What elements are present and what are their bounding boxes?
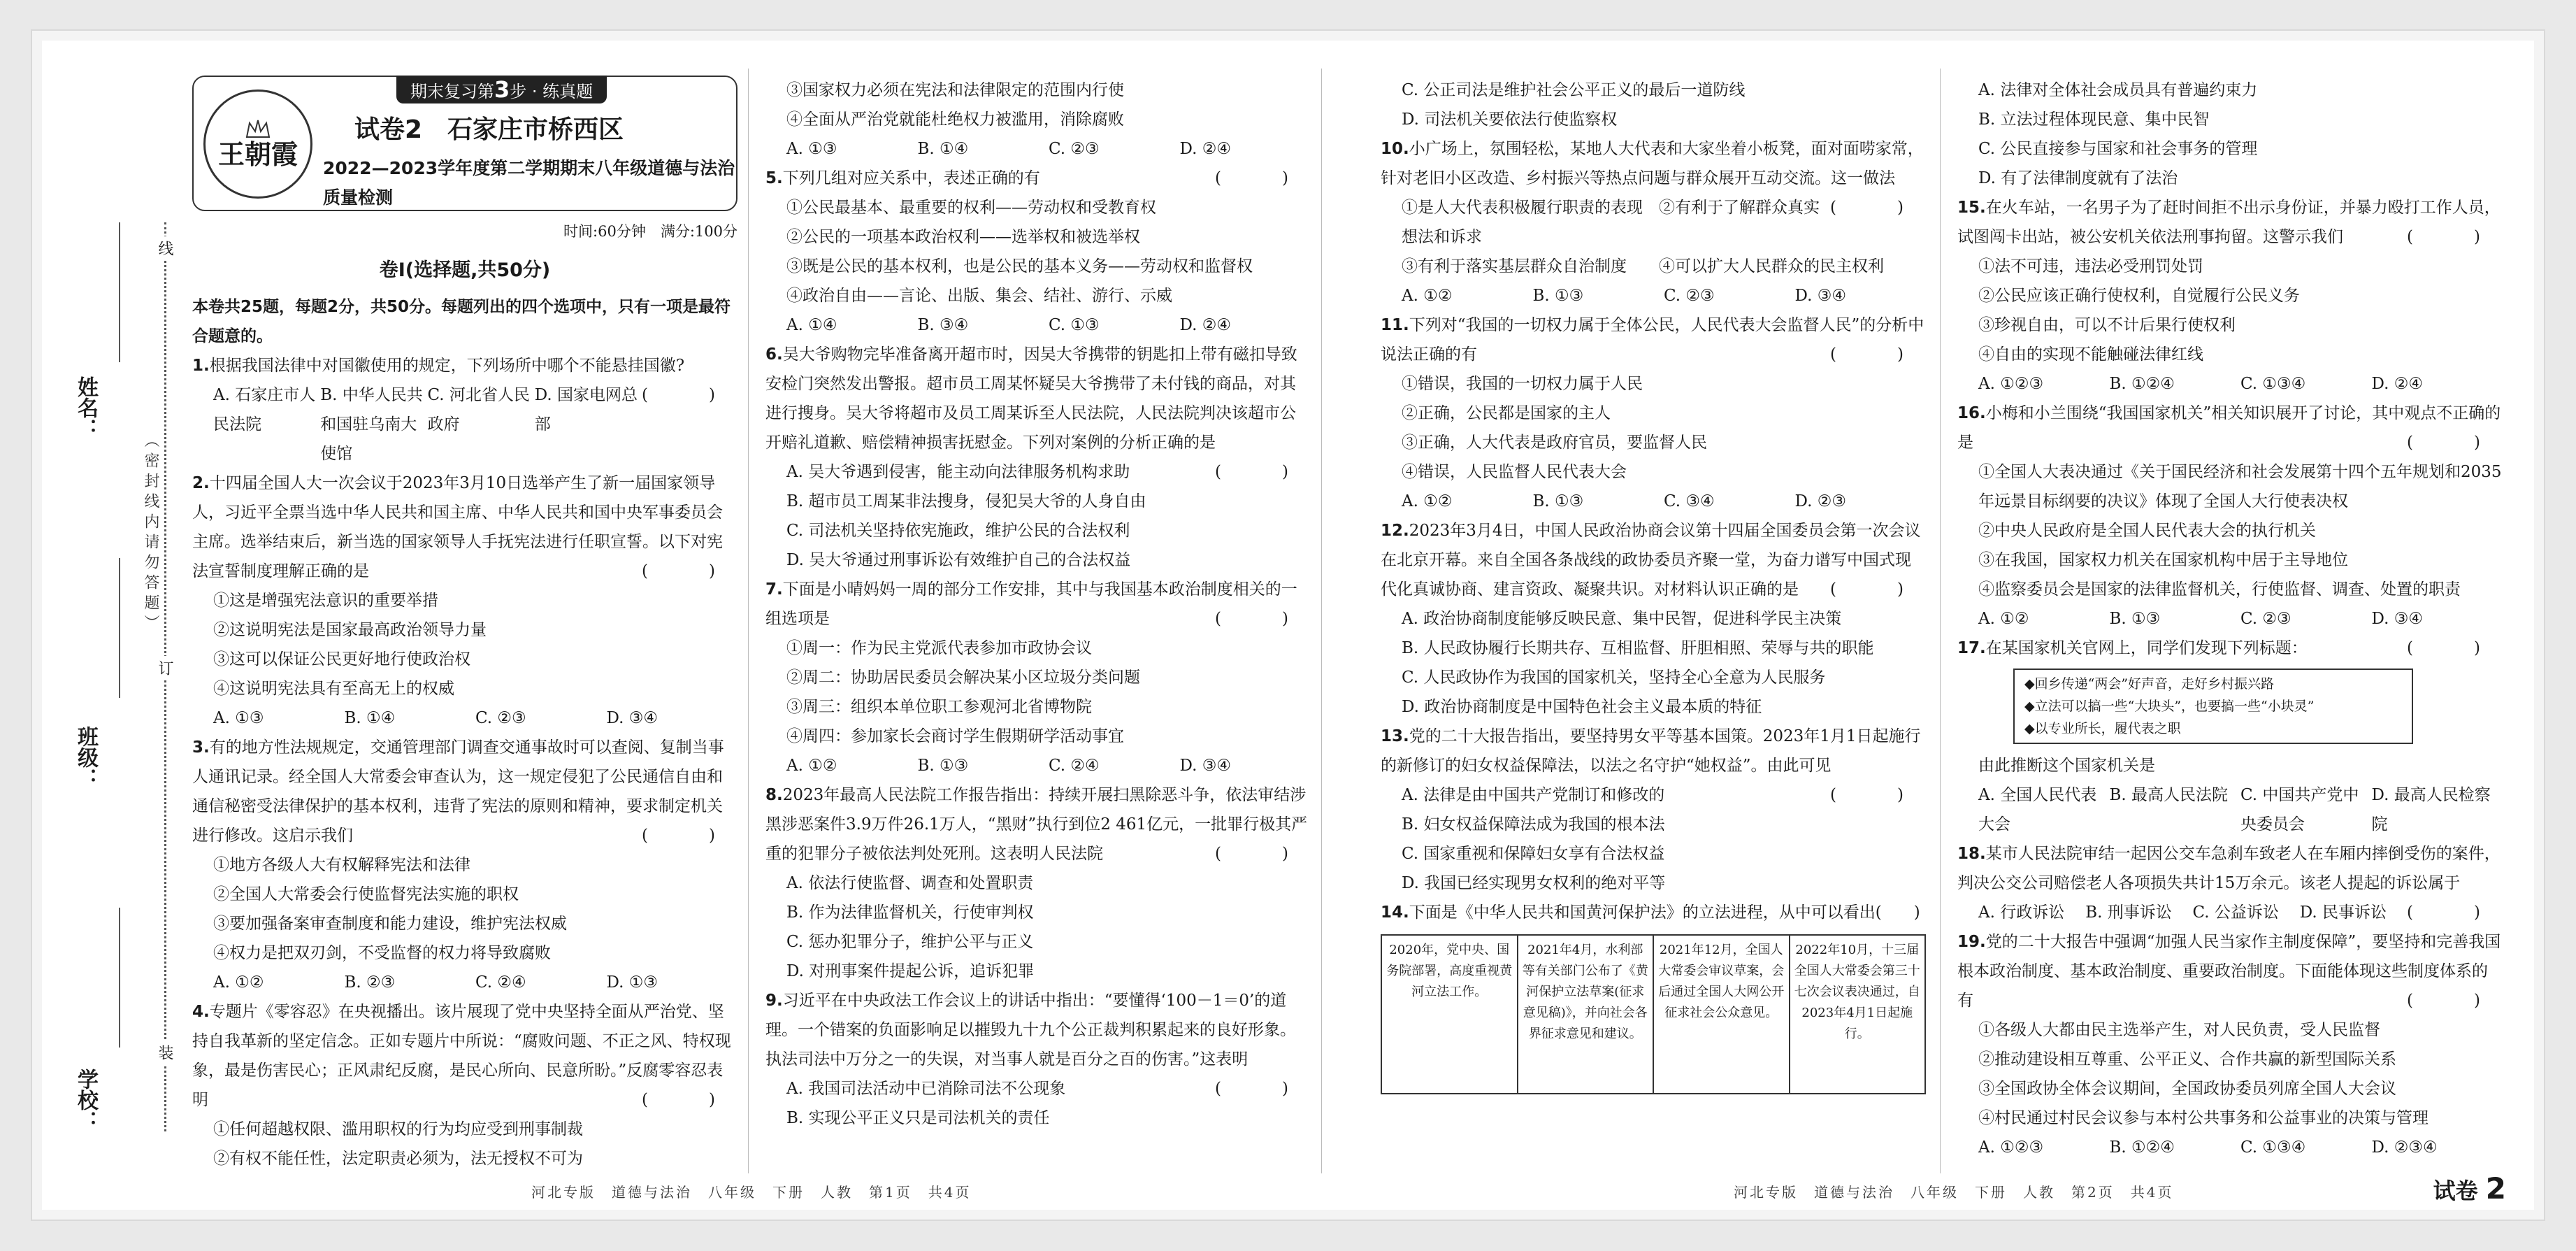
question — [765, 164, 1311, 340]
answer-blank[interactable]: ( ) — [1830, 345, 1926, 364]
answer-choice[interactable]: B. ③④ — [917, 316, 969, 334]
question — [1381, 898, 1926, 1094]
question — [765, 780, 1311, 986]
answer-choice[interactable]: B. ①②④ — [2109, 1138, 2175, 1157]
option-item: D. 政治协商制度是中国特色社会主义最本质的特征 — [1402, 698, 1762, 716]
option-item: ①错误，我国的一切权力属于人民 — [1402, 375, 1643, 393]
question-text: 在某国家机关官网上，同学们发现下列标题： — [1985, 639, 2308, 657]
answer-choice[interactable]: A. 全国人民代表大会 — [1978, 786, 2097, 834]
answer-choice[interactable]: C. 公益诉讼 — [2192, 903, 2279, 922]
question — [1381, 722, 1926, 898]
answer-choice[interactable]: C. ③④ — [1664, 492, 1715, 510]
sheet-number: 试卷 2 — [2433, 1171, 2506, 1206]
question — [765, 76, 1311, 164]
option-item: ③国家权力必须在宪法和法律限定的范围内行使 — [786, 81, 1124, 99]
answer-choices — [192, 380, 642, 469]
answer-choice[interactable]: C. ①③④ — [2240, 375, 2306, 393]
headline-box — [2013, 669, 2413, 744]
timeline-step: 2022年10月，十三届全国人大常委会第三十七次会议表决通过，自2023年4月1日起施行。 — [1794, 943, 1920, 1041]
answer-choice[interactable]: A. ①②③ — [1978, 1138, 2044, 1157]
option-item: D. 司法机关要依法行使监察权 — [1402, 110, 1618, 129]
option-item: ④错误，人民监督人民代表大会 — [1402, 463, 1627, 481]
question-stem — [1381, 516, 1926, 604]
timeline-step: 2020年，党中央、国务院部署，高度重视黄河立法工作。 — [1382, 936, 1518, 1093]
answer-choice[interactable]: D. ②④ — [1179, 140, 1231, 158]
option-item: ②有权不能任性，法定职责必须为，法无授权不可为 — [213, 1150, 583, 1168]
question-number: 6. — [765, 345, 783, 364]
option-item: ④自由的实现不能触碰法律红线 — [1978, 345, 2203, 364]
question — [192, 351, 737, 469]
option-item: ②公民应该正确行使权利，自觉履行公民义务 — [1978, 287, 2300, 305]
question-number: 2. — [192, 474, 210, 492]
question-number: 7. — [765, 580, 783, 599]
answer-choice[interactable]: D. ③④ — [606, 709, 658, 727]
option-item: C. 人民政协作为我国的国家机关，坚持全心全意为人民服务 — [1402, 669, 1826, 687]
question-text: 在火车站，一名男子为了赶时间拒不出示身份证，并暴力殴打工作人员，试图闯卡出站，被公安机关依法刑事拘留。这警示我们 — [1957, 199, 2501, 246]
section-title: 卷Ⅰ(选择题,共50分) — [379, 259, 551, 281]
option-item: D. 对刑事案件提起公诉，追诉犯罪 — [786, 962, 1035, 980]
question — [192, 997, 737, 1173]
seal-note: （ 密 封 线 内 请 勿 答 题 ） — [142, 432, 159, 630]
question-number: 8. — [765, 786, 783, 804]
answer-choice[interactable]: B. ①②④ — [2109, 375, 2175, 393]
answer-choice[interactable]: C. ①③④ — [2240, 1138, 2306, 1157]
option-item: B. 人民政协履行长期共存、互相监督、肝胆相照、荣辱与共的职能 — [1402, 639, 1874, 657]
answer-blank[interactable]: ( ) — [1830, 199, 1926, 217]
option-item: B. 妇女权益保障法成为我国的根本法 — [1402, 815, 1665, 834]
question — [1957, 927, 2503, 1162]
answer-choice[interactable]: D. 民事诉讼 — [2299, 903, 2387, 922]
logo-text: 王朝霞 — [217, 138, 298, 170]
answer-choices — [192, 968, 737, 997]
paper-subtitle: 2022—2023学年度第二学期期末八年级道德与法治质量检测 — [323, 158, 735, 208]
option-item: ②推动建设相互尊重、公平正义、合作共赢的新型国际关系 — [1978, 1050, 2396, 1068]
option-item: ①是人大代表积极履行职责的表现 ②有利于了解群众真实想法和诉求 — [1402, 199, 1820, 246]
option-item: ③全国政协全体会议期间，全国政协委员列席全国人大会议 — [1978, 1080, 2396, 1098]
question-number: 12. — [1381, 522, 1409, 540]
question — [765, 340, 1311, 575]
option-item: ①这是增强宪法意识的重要举措 — [213, 592, 438, 610]
question-stem — [1957, 927, 2503, 1015]
answer-choices — [1957, 898, 2407, 927]
option-item: ④周四：参加家长会商讨学生假期研学活动事宜 — [786, 727, 1124, 745]
question-number: 14. — [1381, 903, 1409, 922]
question-text: 有的地方性法规规定，交通管理部门调查交通事故时可以查阅、复制当事人通讯记录。经全国人大常委会审查认为，这一规定侵犯了公民通信自由和通信秘密受法律保护的基本权利，违背了宪法的原则和精神，要求制定机关进行修改。这启示我们 — [192, 738, 724, 845]
answer-choices — [1957, 604, 2503, 634]
question-text: 党的二十大报告中强调“加强人民当家作主制度保障”，要坚持和完善我国根本政治制度、基本政治制度、重要政治制度。下面能体现这些制度体系的有 — [1957, 933, 2501, 1010]
column-divider — [1940, 69, 1941, 1173]
answer-blank[interactable]: ( ) — [2407, 903, 2503, 922]
question-stem — [192, 351, 737, 404]
question-text: 2023年最高人民法院工作报告指出：持续开展扫黑除恶斗争，依法审结涉黑涉恶案件3.9万件26.1万人，“黑财”执行到位2 461亿元，一批罪行极其严重的犯罪分子被依法判处死刑。这表明人民法院 — [765, 786, 1308, 863]
answer-choice[interactable]: A. 石家庄市人民法院 — [213, 386, 316, 434]
option-item: ②正确，公民都是国家的主人 — [1402, 404, 1611, 422]
answer-choice[interactable]: C. 河北省人民政府 — [427, 386, 530, 434]
question-number: 9. — [765, 992, 783, 1010]
question-stem — [1381, 310, 1926, 369]
question-stem — [765, 164, 1311, 193]
answer-blank[interactable]: ( ) — [1215, 463, 1311, 481]
answer-choice[interactable]: A. ①② — [786, 757, 837, 775]
option-item: D. 有了法律制度就有了法治 — [1978, 169, 2178, 187]
question-stem — [1381, 134, 1926, 217]
question-number: 15. — [1957, 199, 1986, 217]
question-number: 18. — [1957, 845, 1986, 863]
option-item: ③这可以保证公民更好地行使政治权 — [213, 650, 470, 669]
answer-choice[interactable]: C. ②④ — [1049, 757, 1100, 775]
answer-choice[interactable]: D. ③④ — [1794, 287, 1846, 305]
seal-char-3: 线 — [154, 236, 175, 260]
instructions: 本卷共25题，每题2分，共50分。每题列出的四个选项中，只有一项是最符合题意的。 — [192, 298, 731, 345]
option-item: ①任何超越权限、滥用职权的行为均应受到刑事制裁 — [213, 1120, 583, 1138]
option-item: B. 实现公平正义只是司法机关的责任 — [786, 1109, 1050, 1127]
option-item: B. 作为法律监督机关，行使审判权 — [786, 903, 1034, 922]
question-stem — [1957, 193, 2503, 252]
option-item: ④这说明宪法具有至高无上的权威 — [213, 680, 454, 698]
answer-choice[interactable]: B. ①④ — [917, 140, 969, 158]
option-item: ①地方各级人大有权解释宪法和法律 — [213, 856, 470, 874]
question-text: 习近平在中央政法工作会议上的讲话中指出：“要懂得‘100－1＝0’的道理。一个错案的负面影响足以摧毁九十九个公正裁判积累起来的良好形象。执法司法中万分之一的失误，对当事人就是百分之百的伤害。”这表明 — [765, 992, 1296, 1068]
option-item: A. 法律是由中国共产党制订和修改的 — [1402, 786, 1665, 804]
answer-choices — [1957, 369, 2503, 399]
paper-title: 试卷2 石家庄市桥西区 — [354, 115, 624, 144]
option-item: C. 惩办犯罪分子，维护公平与正义 — [786, 933, 1034, 951]
question — [1381, 516, 1926, 722]
column-4 — [1957, 76, 2503, 1162]
answer-choice[interactable]: C. ②④ — [475, 973, 526, 992]
answer-choice[interactable]: B. ①③ — [2109, 610, 2161, 628]
seal-char-2: 订 — [154, 656, 175, 680]
footer-left: 河北专版 道德与法治 八年级 下册 人教 第1页 共4页 — [531, 1184, 972, 1201]
answer-choices — [765, 751, 1311, 780]
option-item: ②全国人大常委会行使监督宪法实施的职权 — [213, 885, 519, 903]
question-number: 16. — [1957, 404, 1986, 422]
option-item: B. 超市员工周某非法搜身，侵犯吴大爷的人身自由 — [786, 492, 1146, 510]
answer-choice[interactable]: B. ①③ — [1532, 492, 1584, 510]
answer-blank[interactable]: ( ) — [1215, 610, 1311, 628]
question-number: 3. — [192, 738, 210, 757]
answer-choice[interactable]: D. ②④ — [2371, 375, 2423, 393]
school-blank[interactable] — [119, 908, 120, 1048]
binding-margin — [42, 41, 189, 1210]
question-text: 小梅和小兰围绕“我国国家机关”相关知识展开了讨论，其中观点不正确的是 — [1957, 404, 2501, 452]
question-text: 十四届全国人大一次会议于2023年3月10日选举产生了新一届国家领导人，习近平全票当选中华人民共和国主席、中华人民共和国中央军事委员会主席。选举结束后，新当选的国家领导人手抚宪法进行任职宣誓。以下对宪法宣誓制度理解正确的是 — [192, 474, 723, 580]
question-text: 下列对“我国的一切权力属于全体公民，人民代表大会监督人民”的分析中说法正确的有 — [1381, 316, 1924, 364]
column-1 — [192, 76, 737, 1173]
question — [192, 733, 737, 997]
question — [1957, 193, 2503, 399]
question — [1381, 310, 1926, 516]
question-text: 下面是《中华人民共和国黄河保护法》的立法进程，从中可以看出( ) — [1409, 903, 1920, 922]
legislation-timeline — [1381, 934, 1926, 1094]
question-stem — [1957, 399, 2503, 457]
answer-choice[interactable]: B. 刑事诉讼 — [2085, 903, 2172, 922]
option-item: C. 公民直接参与国家和社会事务的管理 — [1978, 140, 2258, 158]
option-item: ②周二：协助居民委员会解决某小区垃圾分类问题 — [786, 669, 1140, 687]
question-text: 由此推断这个国家机关是 — [1978, 757, 2155, 775]
page-fold — [1321, 69, 1322, 1173]
question-stem — [192, 733, 737, 850]
timeline-step: 2021年12月，全国人大常委会审议草案，会后通过全国人大网公开征求社会公众意见。 — [1654, 936, 1790, 1093]
question-number: 19. — [1957, 933, 1986, 951]
option-item: ③要加强备案审查制度和能力建设，维护宪法权威 — [213, 915, 567, 933]
question-text: 小广场上，氛围轻松，某地人大代表和大家坐着小板凳，面对面唠家常，针对老旧小区改造、乡村振兴等热点问题与群众展开互动交流。这一做法 — [1381, 140, 1924, 187]
question — [1381, 134, 1926, 310]
answer-choice[interactable]: A. ①③ — [786, 140, 837, 158]
option-item: ③珍视自由，可以不计后果行使权利 — [1978, 316, 2236, 334]
question — [765, 575, 1311, 780]
answer-blank[interactable]: ( ) — [1215, 845, 1311, 863]
seal-char-1: 装 — [154, 1041, 175, 1064]
option-item: ④监察委员会是国家的法律监督机关，行使监督、调查、处置的职责 — [1978, 580, 2461, 599]
question-text: 下面是小晴妈妈一周的部分工作安排，其中与我国基本政治制度相关的一组选项是 — [765, 580, 1297, 628]
option-item: A. 吴大爷遇到侵害，能主动向法律服务机构求助 — [786, 463, 1130, 481]
option-item: C. 国家重视和保障妇女享有合法权益 — [1402, 845, 1665, 863]
answer-blank[interactable]: ( ) — [2407, 228, 2503, 246]
question — [1957, 634, 2503, 839]
headline: ◆立法可以搞一些“大块头”，也要搞一些“小块灵” — [2024, 699, 2315, 714]
time-score: 时间:60分钟 满分:100分 — [563, 223, 737, 240]
brand-logo — [203, 90, 312, 199]
option-item: A. 政治协商制度能够反映民意、集中民智，促进科学民主决策 — [1402, 610, 1842, 628]
crown-icon — [244, 119, 272, 140]
answer-choice[interactable]: D. ③④ — [1179, 757, 1231, 775]
option-item: ③正确，人大代表是政府官员，要监督人民 — [1402, 434, 1707, 452]
option-item: ①公民最基本、最重要的权利——劳动权和受教育权 — [786, 199, 1156, 217]
option-item: ①法不可违，违法必受刑罚处罚 — [1978, 257, 2203, 276]
answer-choices — [1957, 780, 2503, 839]
option-item: D. 吴大爷通过刑事诉讼有效维护自己的合法权益 — [786, 551, 1131, 569]
exam-sheet — [42, 41, 2534, 1210]
question — [192, 469, 737, 733]
option-item: D. 我国已经实现男女权利的绝对平等 — [1402, 874, 1666, 892]
footer-right: 河北专版 道德与法治 八年级 下册 人教 第2页 共4页 — [1734, 1184, 2174, 1201]
answer-choice[interactable]: C. ②③ — [475, 709, 526, 727]
question-number: 4. — [192, 1003, 210, 1021]
option-item: A. 依法行使监督、调查和处置职责 — [786, 874, 1034, 892]
question — [1957, 399, 2503, 634]
answer-choice[interactable]: C. 中国共产党中央委员会 — [2240, 786, 2359, 834]
question-number: 1. — [192, 357, 210, 375]
question-stem — [765, 575, 1311, 634]
answer-choice[interactable]: D. ②④ — [1179, 316, 1231, 334]
step-tag: 期末复习第3步 · 练真题 — [396, 76, 607, 103]
question-stem — [1957, 634, 2503, 663]
question-stem — [765, 780, 1311, 868]
answer-blank[interactable]: ( ) — [1215, 1080, 1311, 1098]
answer-choices — [765, 310, 1311, 340]
answer-choice[interactable]: C. ②③ — [2240, 610, 2291, 628]
question-text: 某市人民法院审结一起因公交车急刹车致老人在车厢内摔倒受伤的案件，判决公交公司赔偿老人各项损失共计15万余元。该老人提起的诉讼属于 — [1957, 845, 2501, 892]
option-item: ④政治自由——言论、出版、集会、结社、游行、示威 — [786, 287, 1172, 305]
answer-choice[interactable]: C. ②③ — [1049, 140, 1100, 158]
question — [1957, 76, 2503, 193]
name-blank[interactable] — [119, 222, 120, 362]
answer-choice[interactable]: B. ①③ — [917, 757, 969, 775]
question-stem — [192, 997, 737, 1115]
answer-choice[interactable]: A. 行政诉讼 — [1978, 903, 2065, 922]
question — [765, 986, 1311, 1133]
class-label: 班级： — [73, 726, 98, 789]
option-item: C. 司法机关坚持依宪施政，维护公民的合法权利 — [786, 522, 1130, 540]
option-item: B. 立法过程体现民意、集中民智 — [1978, 110, 2210, 129]
answer-choice[interactable]: D. ①③ — [606, 973, 658, 992]
paper-header — [192, 76, 737, 211]
name-label: 姓名： — [73, 376, 98, 439]
answer-choice[interactable]: A. ①③ — [213, 709, 264, 727]
answer-blank[interactable]: ( ) — [2407, 992, 2503, 1010]
question-number: 11. — [1381, 316, 1409, 334]
answer-choice[interactable]: D. 国家电网总部 — [534, 386, 638, 434]
column-2 — [765, 76, 1311, 1133]
answer-choice[interactable]: C. ②③ — [1664, 287, 1715, 305]
answer-choice[interactable]: C. ①③ — [1049, 316, 1100, 334]
option-item: ②中央人民政府是全国人民代表大会的执行机关 — [1978, 522, 2316, 540]
answer-choice[interactable]: D. ②③ — [1794, 492, 1846, 510]
headline: ◆回乡传递“两会”好声音，走好乡村振兴路 — [2024, 676, 2275, 692]
option-item: ②这说明宪法是国家最高政治领导力量 — [213, 621, 487, 639]
question-text: 下列几组对应关系中，表述正确的有 — [782, 169, 1040, 187]
option-item: ③在我国，国家权力机关在国家机构中居于主导地位 — [1978, 551, 2348, 569]
option-item: ①全国人大表决通过《关于国民经济和社会发展第十四个五年规划和2035年远景目标纲要的决议》体现了全国人大行使表决权 — [1978, 463, 2502, 510]
answer-choice[interactable]: B. 中华人民共和国驻乌南大使馆 — [320, 386, 423, 463]
answer-choice[interactable]: B. ①③ — [1532, 287, 1584, 305]
question — [1381, 76, 1926, 134]
question-number: 10. — [1381, 140, 1409, 158]
answer-choices — [1381, 281, 1926, 310]
headline: ◆以专业所长，履代表之职 — [2024, 721, 2181, 736]
option-item: ③有利于落实基层群众自治制度 ④可以扩大人民群众的民主权利 — [1402, 257, 1884, 276]
answer-blank[interactable]: ( ) — [2407, 434, 2503, 452]
answer-blank[interactable]: ( ) — [2407, 639, 2503, 657]
option-item: ④全面从严治党就能杜绝权力被滥用，消除腐败 — [786, 110, 1124, 129]
option-item: ③既是公民的基本权利，也是公民的基本义务——劳动权和监督权 — [786, 257, 1253, 276]
option-item: ③周三：组织本单位职工参观河北省博物院 — [786, 698, 1092, 716]
answer-choices — [1381, 487, 1926, 516]
option-item: A. 我国司法活动中已消除司法不公现象 — [786, 1080, 1066, 1098]
option-item: ①周一：作为民主党派代表参加市政协会议 — [786, 639, 1092, 657]
column-divider — [748, 69, 749, 1173]
answer-choice[interactable]: A. ①②③ — [1978, 375, 2044, 393]
answer-choice[interactable]: B. 最高人民法院 — [2109, 786, 2229, 804]
school-label: 学校： — [73, 1068, 98, 1131]
question-stem — [192, 469, 737, 586]
class-blank[interactable] — [119, 558, 120, 698]
question-text: 吴大爷购物完毕准备离开超市时，因吴大爷携带的钥匙扣上带有磁扣导致安检门突然发出警报。超市员工周某怀疑吴大爷携带了未付钱的商品，对其进行搜身。吴大爷将超市及员工周某诉至人民法院，人民法院判决该超市公开赔礼道歉、赔偿精神损害抚慰金。下列对案例的分析正确的是 — [765, 345, 1297, 452]
answer-blank[interactable]: ( ) — [1215, 169, 1311, 187]
question — [1957, 839, 2503, 927]
answer-choices — [1957, 1133, 2503, 1162]
answer-choice[interactable]: B. ②③ — [344, 973, 396, 992]
answer-choice[interactable]: B. ①④ — [344, 709, 396, 727]
answer-choice[interactable]: A. ①② — [213, 973, 264, 992]
question-text: 党的二十大报告指出，要坚持男女平等基本国策。2023年1月1日起施行的新修订的妇女权益保障法，以法之名守护“她权益”。由此可见 — [1381, 727, 1921, 775]
answer-choice[interactable]: D. ③④ — [2371, 610, 2423, 628]
answer-choice[interactable]: A. ①② — [1402, 492, 1453, 510]
answer-blank[interactable]: ( ) — [642, 827, 737, 845]
option-item: A. 法律对全体社会成员具有普遍约束力 — [1978, 81, 2258, 99]
answer-choice[interactable]: D. ②③④ — [2371, 1138, 2438, 1157]
question-stem — [1381, 898, 1926, 927]
option-item: C. 公正司法是维护社会公平正义的最后一道防线 — [1402, 81, 1746, 99]
answer-choice[interactable]: D. 最高人民检察院 — [2371, 786, 2491, 834]
answer-blank[interactable]: ( ) — [642, 386, 737, 404]
column-3 — [1381, 76, 1926, 1101]
question-number: 17. — [1957, 639, 1986, 657]
question-number: 13. — [1381, 727, 1409, 745]
question-text: 2023年3月4日，中国人民政治协商会议第十四届全国委员会第一次会议在北京开幕。来自全国各条战线的政协委员齐聚一堂，为奋力谱写中国式现代化真诚协商、建言资政、凝聚共识。对材料认识正确的是 — [1381, 522, 1921, 599]
option-item: ④村民通过村民会议参与本村公共事务和公益事业的决策与管理 — [1978, 1109, 2429, 1127]
question-text: 专题片《零容忍》在央视播出。该片展现了党中央坚持全面从严治党、坚持自我革新的坚定信念。正如专题片中所说：“腐败问题、不正之风、特权现象，最是伤害民心；正风肃纪反腐，是民心所向、民意所盼。”反腐零容忍表明 — [192, 1003, 731, 1109]
answer-choice[interactable]: A. ①② — [1978, 610, 2029, 628]
answer-choice[interactable]: A. ①④ — [786, 316, 837, 334]
option-item: ④权力是把双刃剑，不受监督的权力将导致腐败 — [213, 944, 551, 962]
timeline-step: 2021年4月，水利部等有关部门公布了《黄河保护立法草案(征求意见稿)》，并向社会各界征求意见和建议。 — [1518, 936, 1655, 1093]
option-item: ①各级人大都由民主选举产生，对人民负责，受人民监督 — [1978, 1021, 2380, 1039]
question-text: 根据我国法律中对国徽使用的规定，下列场所中哪个不能悬挂国徽? — [209, 357, 685, 375]
question-number: 5. — [765, 169, 783, 187]
answer-blank[interactable]: ( ) — [642, 1091, 737, 1109]
option-item: ②公民的一项基本政治权利——选举权和被选举权 — [786, 228, 1140, 246]
answer-blank[interactable]: ( ) — [1830, 786, 1926, 804]
answer-choices — [192, 703, 737, 733]
answer-choice[interactable]: A. ①② — [1402, 287, 1453, 305]
answer-blank[interactable]: ( ) — [1830, 580, 1926, 599]
answer-choices — [765, 134, 1311, 164]
answer-blank[interactable]: ( ) — [642, 562, 737, 580]
